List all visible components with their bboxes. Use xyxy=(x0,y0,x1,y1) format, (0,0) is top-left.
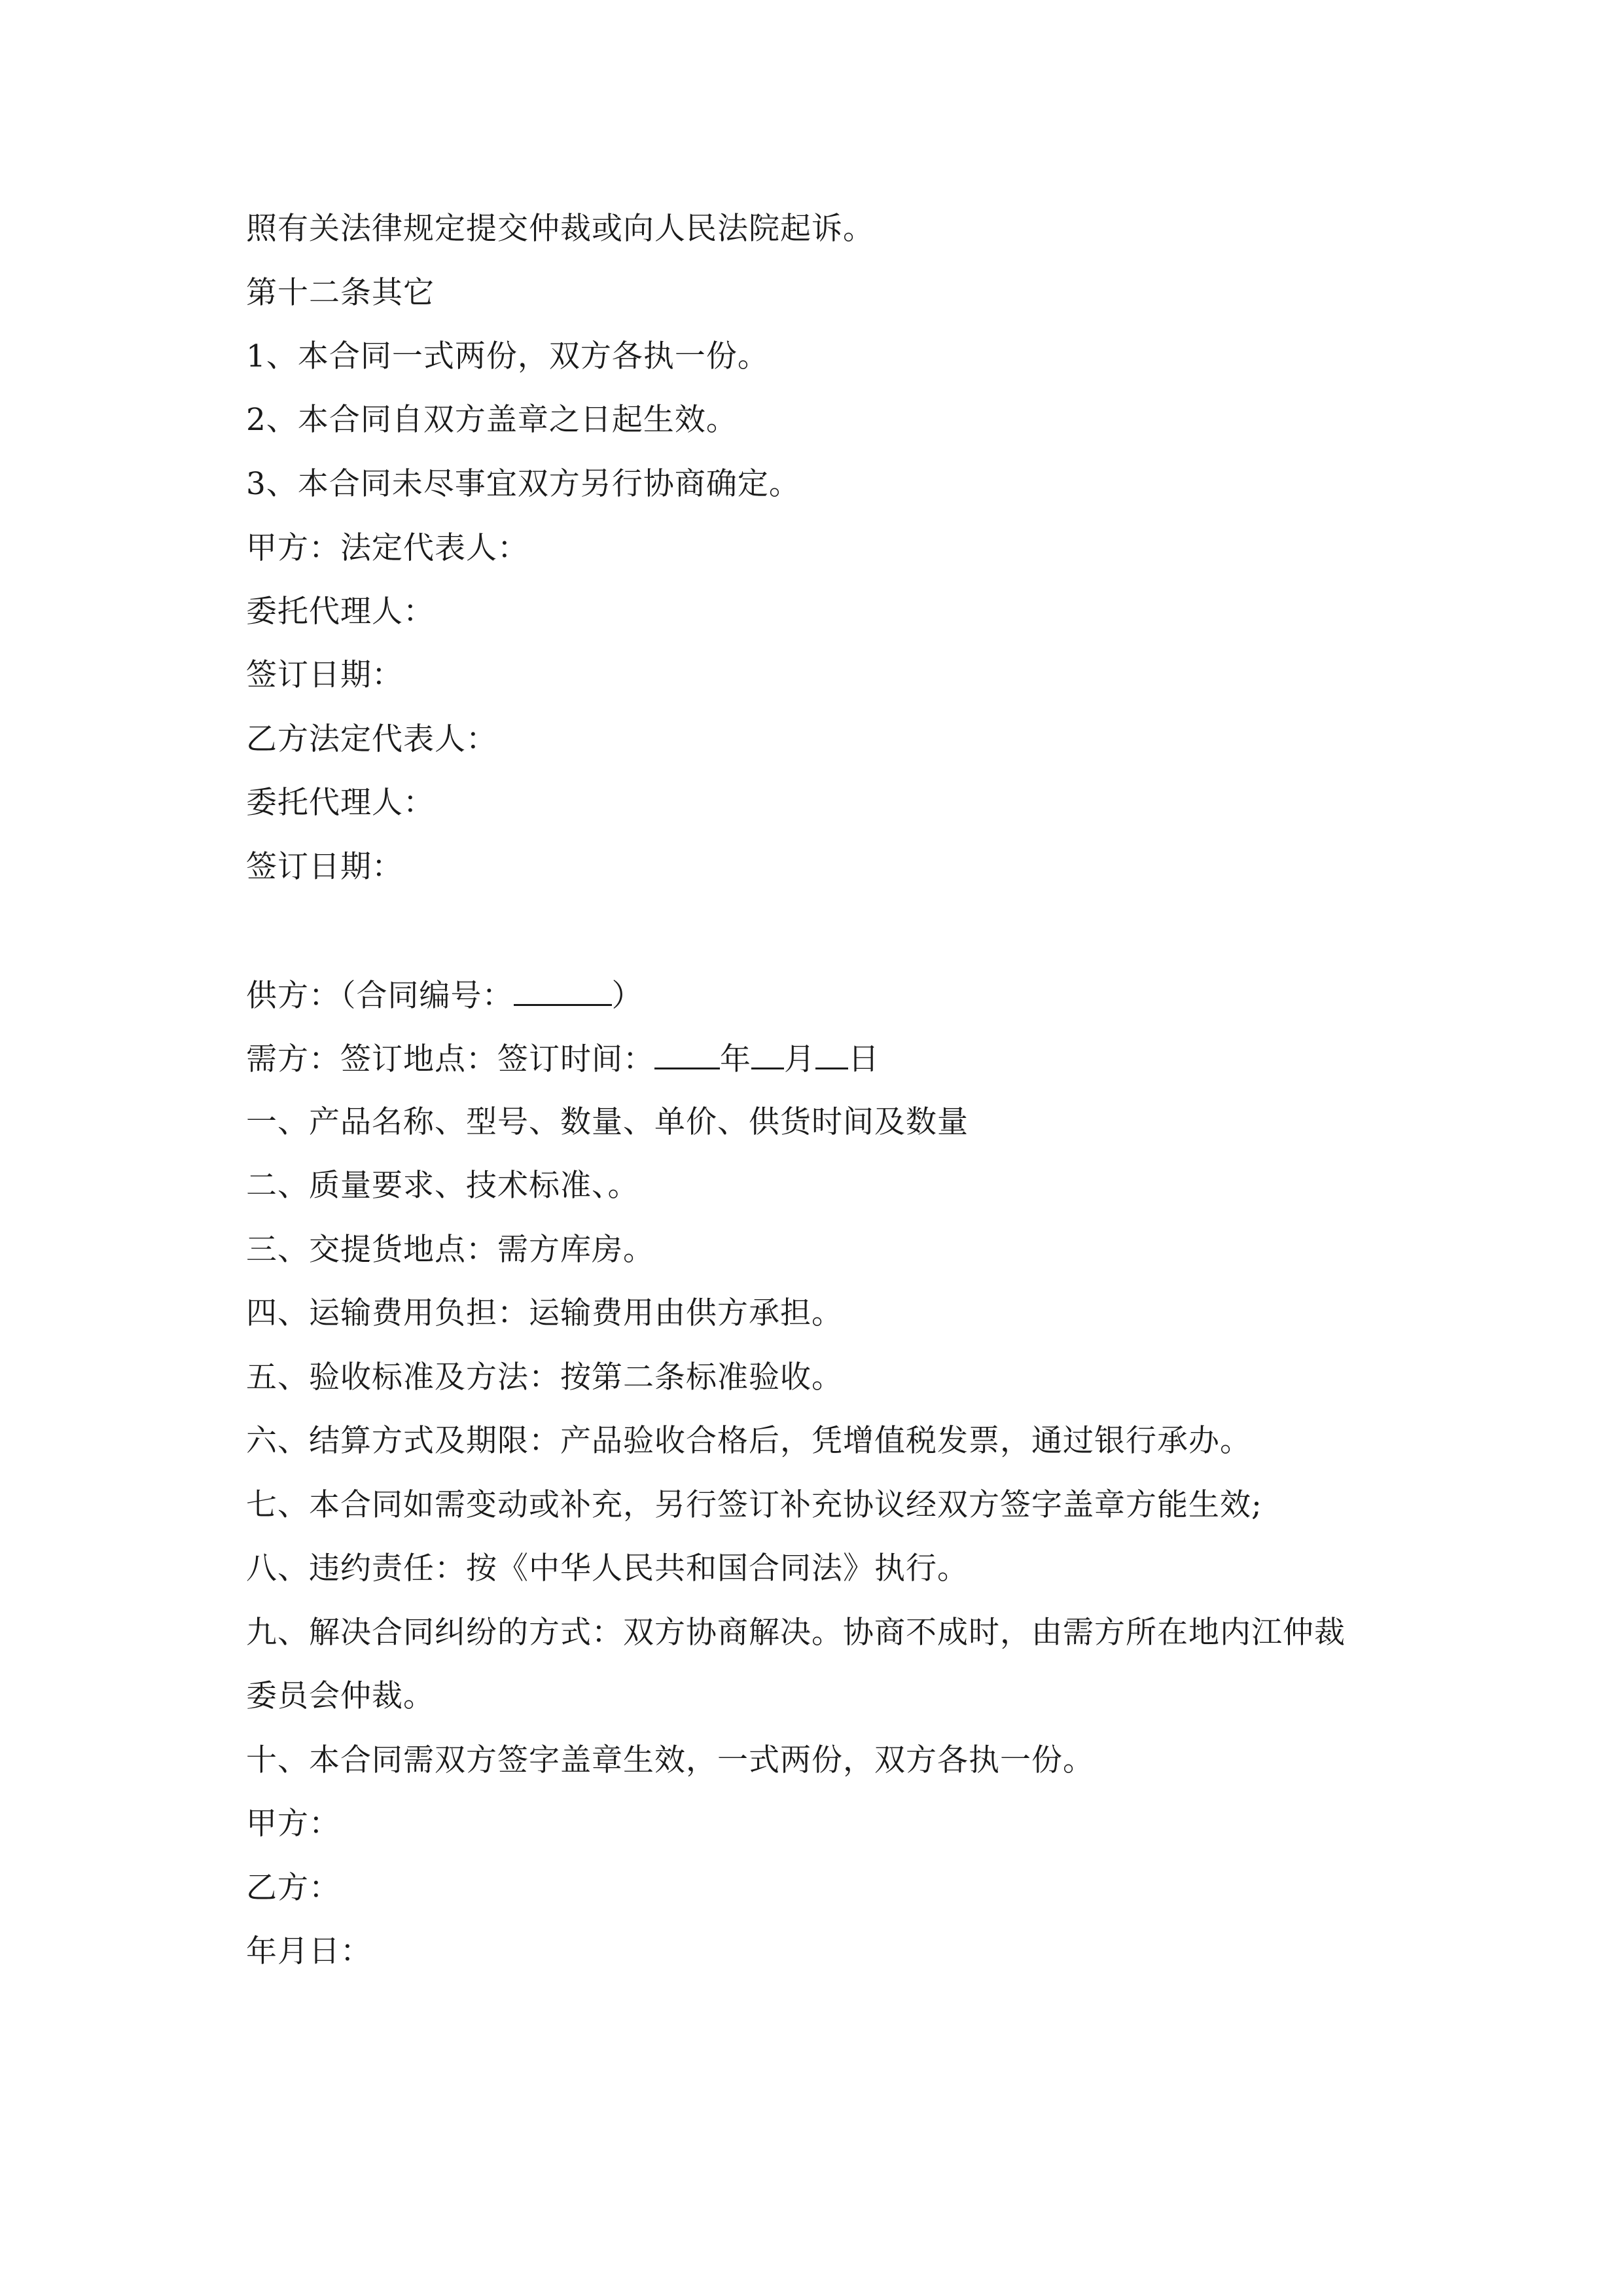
month-blank xyxy=(751,1039,784,1069)
clause-6: 六、结算方式及期限：产品验收合格后，凭增值税发票，通过银行承办。 xyxy=(246,1423,1251,1459)
clause-9: 九、解决合同纠纷的方式：双方协商解决。协商不成时，由需方所在地内江仲裁 xyxy=(246,1615,1346,1651)
clause-10: 十、本合同需双方签字盖章生效，一式两份，双方各执一份。 xyxy=(246,1742,1094,1778)
supplier-label: 供方：（合同编号： xyxy=(246,978,514,1014)
party-b-sign-date: 签订日期： xyxy=(246,849,403,885)
day-blank xyxy=(815,1039,848,1069)
year-label: 年 xyxy=(720,1041,751,1077)
sign-party-a: 甲方： xyxy=(246,1806,340,1842)
article-12-heading: 第十二条其它 xyxy=(246,275,435,311)
party-b-agent: 委托代理人： xyxy=(246,785,435,821)
article-12-item-3: 3、本合同未尽事宜双方另行协商确定。 xyxy=(246,466,800,502)
clause-3: 三、交提货地点：需方库房。 xyxy=(246,1232,654,1268)
month-label: 月 xyxy=(784,1041,815,1077)
party-a-legal-rep: 甲方：法定代表人： xyxy=(246,530,529,566)
article-12-item-2: 2、本合同自双方盖章之日起生效。 xyxy=(246,402,738,438)
sign-date: 年月日： xyxy=(246,1933,372,1969)
clause-2: 二、质量要求、技术标准、。 xyxy=(246,1168,639,1204)
supplier-close-paren: ） xyxy=(611,978,643,1014)
contract-number-blank xyxy=(514,975,612,1006)
clause-7: 七、本合同如需变动或补充，另行签订补充协议经双方签字盖章方能生效; xyxy=(246,1487,1262,1523)
article-12-item-1: 1、本合同一式两份，双方各执一份。 xyxy=(246,338,769,374)
clause-1: 一、产品名称、型号、数量、单价、供货时间及数量 xyxy=(246,1104,969,1140)
clause-8: 八、违约责任：按《中华人民共和国合同法》执行。 xyxy=(246,1551,969,1587)
buyer-sign-place-time xyxy=(246,1039,880,1079)
party-b-legal-rep: 乙方法定代表人： xyxy=(246,721,497,757)
party-a-agent: 委托代理人： xyxy=(246,594,435,630)
day-label: 日 xyxy=(848,1041,880,1077)
sign-party-b: 乙方： xyxy=(246,1870,340,1906)
clause-9-continued: 委员会仲裁。 xyxy=(246,1678,435,1714)
party-a-sign-date: 签订日期： xyxy=(246,657,403,693)
supplier-contract-number xyxy=(246,975,643,1016)
year-blank xyxy=(654,1039,720,1069)
buyer-label: 需方：签订地点：签订时间： xyxy=(246,1041,654,1077)
arbitration-line: 照有关法律规定提交仲裁或向人民法院起诉。 xyxy=(246,211,874,247)
clause-5: 五、验收标准及方法：按第二条标准验收。 xyxy=(246,1359,843,1395)
clause-4: 四、运输费用负担：运输费用由供方承担。 xyxy=(246,1295,843,1331)
